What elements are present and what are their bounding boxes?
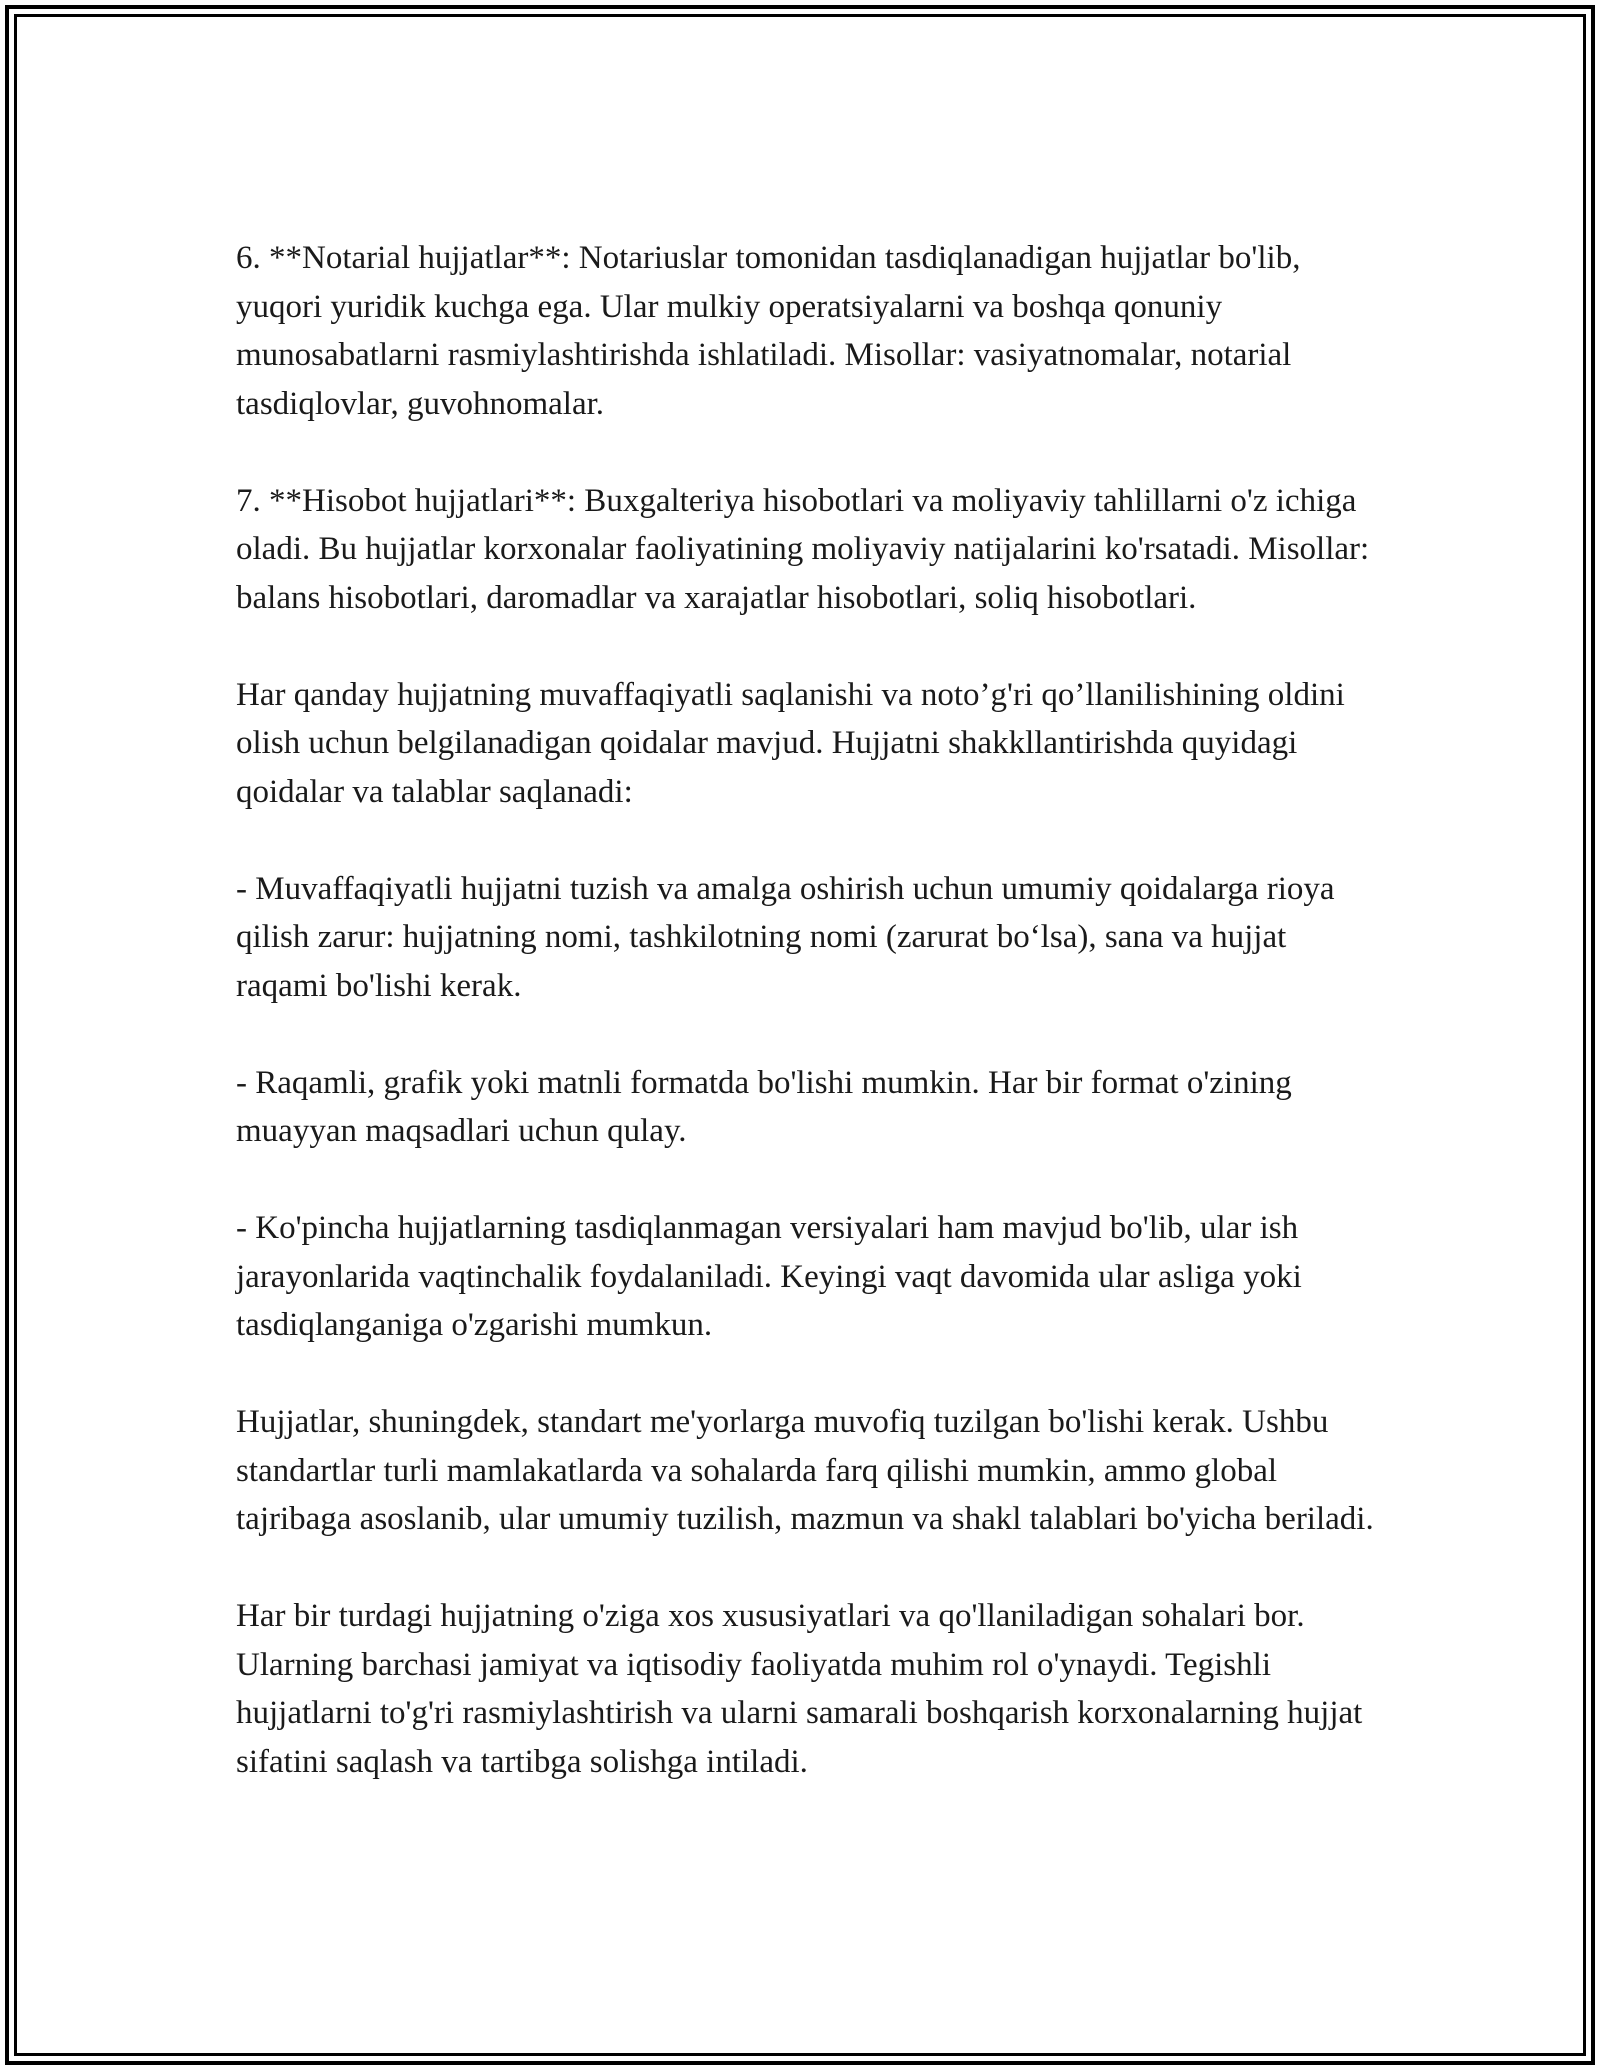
paragraph-standards: Hujjatlar, shuningdek, standart me'yorlarga muvofiq tuzilgan bo'lishi kerak. Ushbu standartlar turli mamlakatlarda va sohalarda farq qilishi mumkin, ammo global tajribaga asoslanib, ular umumiy tuzilish, mazmun va shakl talablari bo'yicha beriladi. xyxy=(236,1404,1374,1537)
paragraph-report-documents: 7. **Hisobot hujjatlari**: Buxgalteriya hisobotlari va moliyaviy tahlillarni o'z ichiga oladi. Bu hujjatlar korxonalar faoliyatining moliyaviy natijalarini ko'rsatadi. Misollar: balans hisobotlari, daromadlar va xarajatlar hisobotlari, soliq hisobotlari. xyxy=(236,482,1370,616)
document-body xyxy=(236,234,1386,1786)
paragraph-rule-general: - Muvaffaqiyatli hujjatni tuzish va amalga oshirish uchun umumiy qoidalarga rioya qilish zarur: hujjatning nomi, tashkilotning nomi (zarurat bo‘lsa), sana va hujjat raqami bo'lishi kerak. xyxy=(236,870,1335,1004)
paragraph-rule-format: - Raqamli, grafik yoki matnli formatda bo'lishi mumkin. Har bir format o'zining muayyan maqsadlari uchun qulay. xyxy=(236,1064,1292,1149)
paragraph-rules-intro: Har qanday hujjatning muvaffaqiyatli saqlanishi va noto’g'ri qo’llanilishining oldini olish uchun belgilanadigan qoidalar mavjud. Hujjatni shakkllantirishda quyidagi qoidalar va talablar saqlanadi: xyxy=(236,676,1345,810)
paragraph-notarial-documents: 6. **Notarial hujjatlar**: Notariuslar tomonidan tasdiqlanadigan hujjatlar bo'lib, yuqori yuridik kuchga ega. Ular mulkiy operatsiyalarni va boshqa qonuniy munosabatlarni rasmiylashtirishda ishlatiladi. Misollar: vasiyatnomalar, notarial tasdiqlovlar, guvohnomalar. xyxy=(236,240,1301,422)
paragraph-conclusion: Har bir turdagi hujjatning o'ziga xos xususiyatlari va qo'llaniladigan sohalari bor. Ularning barchasi jamiyat va iqtisodiy faoliyatda muhim rol o'ynaydi. Tegishli hujjatlarni to'g'ri rasmiylashtirish va ularni samarali boshqarish korxonalarning hujjat sifatini saqlash va tartibga solishga intiladi. xyxy=(236,1598,1363,1780)
paragraph-rule-versions: - Ko'pincha hujjatlarning tasdiqlanmagan versiyalari ham mavjud bo'lib, ular ish jarayonlarida vaqtinchalik foydalaniladi. Keyingi vaqt davomida ular asliga yoki tasdiqlanganiga o'zgarishi mumkun. xyxy=(236,1210,1302,1343)
